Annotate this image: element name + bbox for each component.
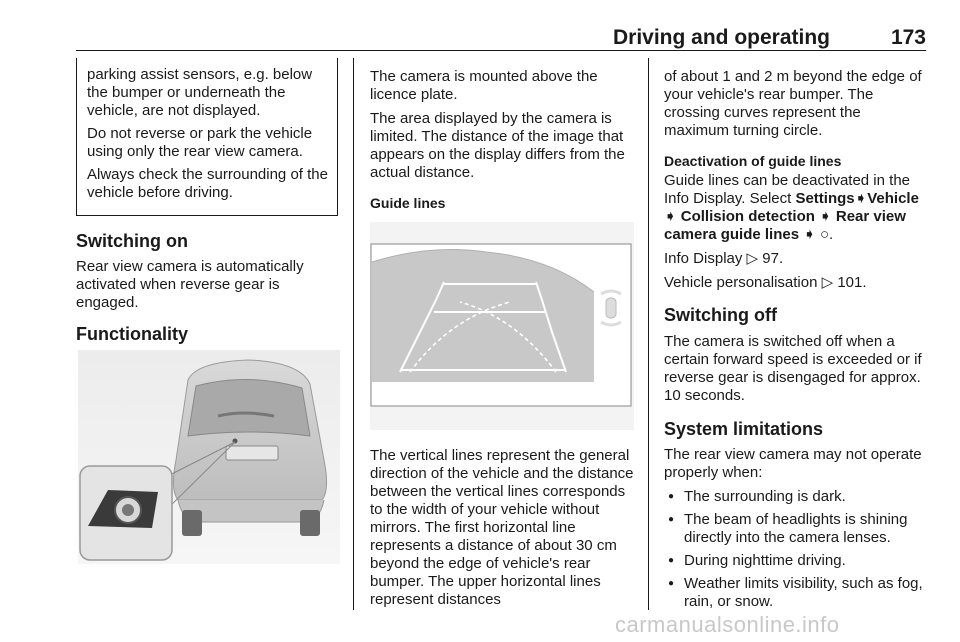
off-circle-icon: ○	[819, 226, 830, 243]
page-number: 173	[890, 26, 926, 49]
reference-vehicle-personalisation: Vehicle personalisation ▷ 101.	[664, 274, 867, 291]
list-item: ● The surrounding is dark.	[668, 488, 930, 506]
page-reference-icon: ▷	[821, 274, 834, 291]
heading-system-limitations: System limitations	[664, 419, 824, 439]
heading-deactivation: Deactivation of guide lines	[664, 153, 842, 169]
heading-functionality: Functionality	[76, 324, 188, 344]
menu-rear-view-guide-lines: Rear view camera guide lines	[664, 208, 906, 243]
notice-text-1: parking assist sensors, e.g. below the bumper or underneath the vehicle, are not displayed.	[87, 66, 313, 119]
notice-box	[76, 58, 338, 216]
heading-switching-on: Switching on	[76, 231, 188, 251]
menu-collision-detection: Collision detection	[680, 208, 815, 225]
limitations-intro: The rear view camera may not operate properly when:	[664, 446, 922, 481]
deactivation-text: Guide lines can be deactivated in the Info Display. Select Settings➧Vehicle ➧ Collision detection ➧ Rear view camera guide lines ➧ ○.	[664, 172, 919, 243]
page-reference-icon: ▷	[746, 250, 759, 267]
menu-vehicle: Vehicle	[867, 190, 919, 207]
list-item: ● Weather limits visibility, such as fog, rain, or snow.	[668, 575, 930, 611]
menu-arrow-icon: ➧	[854, 190, 868, 207]
menu-settings: Settings	[795, 190, 855, 207]
list-item: ● During nighttime driving.	[668, 552, 930, 570]
col3-paragraph-distances: of about 1 and 2 m beyond the edge of your vehicle's rear bumper. The crossing curves represent the maximum turning circle.	[664, 68, 922, 139]
col2-paragraph-mounting: The camera is mounted above the licence plate.	[370, 68, 598, 103]
limitations-list	[668, 488, 930, 616]
notice-text-2: Do not reverse or park the vehicle using only the rear view camera.	[87, 125, 313, 160]
watermark: carmanualsonline.info	[615, 612, 840, 637]
list-item: ● The beam of headlights is shining directly into the camera lenses.	[668, 511, 930, 547]
column-divider-1	[353, 58, 354, 610]
switching-on-text: Rear view camera is automatically activated when reverse gear is engaged.	[76, 258, 304, 311]
notice-text-3: Always check the surrounding of the vehicle before driving.	[87, 166, 328, 201]
reference-info-display: Info Display ▷ 97.	[664, 250, 784, 267]
header-rule	[76, 50, 926, 51]
running-header-title: Driving and operating	[612, 26, 830, 49]
heading-switching-off: Switching off	[664, 305, 777, 325]
col2-paragraph-vertical-lines: The vertical lines represent the general direction of the vehicle and the distance between the vertical lines corresponds to the width of your vehicle without mirrors. The first horizontal line represents a distance of about 30 cm beyond the edge of vehicle's rear bumper. The upper horizontal lines represent distances	[370, 447, 634, 608]
menu-arrow-icon: ➧	[819, 208, 832, 225]
heading-guide-lines: Guide lines	[370, 195, 446, 211]
column-divider-2	[648, 58, 649, 610]
guide-lines-display-illustration	[370, 222, 634, 430]
switching-off-text: The camera is switched off when a certain forward speed is exceeded or if reverse gear is disengaged for approx. 10 seconds.	[664, 333, 922, 404]
rear-camera-illustration	[78, 350, 340, 564]
menu-arrow-icon: ➧	[803, 226, 816, 243]
col2-paragraph-area: The area displayed by the camera is limited. The distance of the image that appears on the display differs from the actual distance.	[370, 110, 625, 181]
menu-arrow-icon: ➧	[664, 208, 677, 225]
